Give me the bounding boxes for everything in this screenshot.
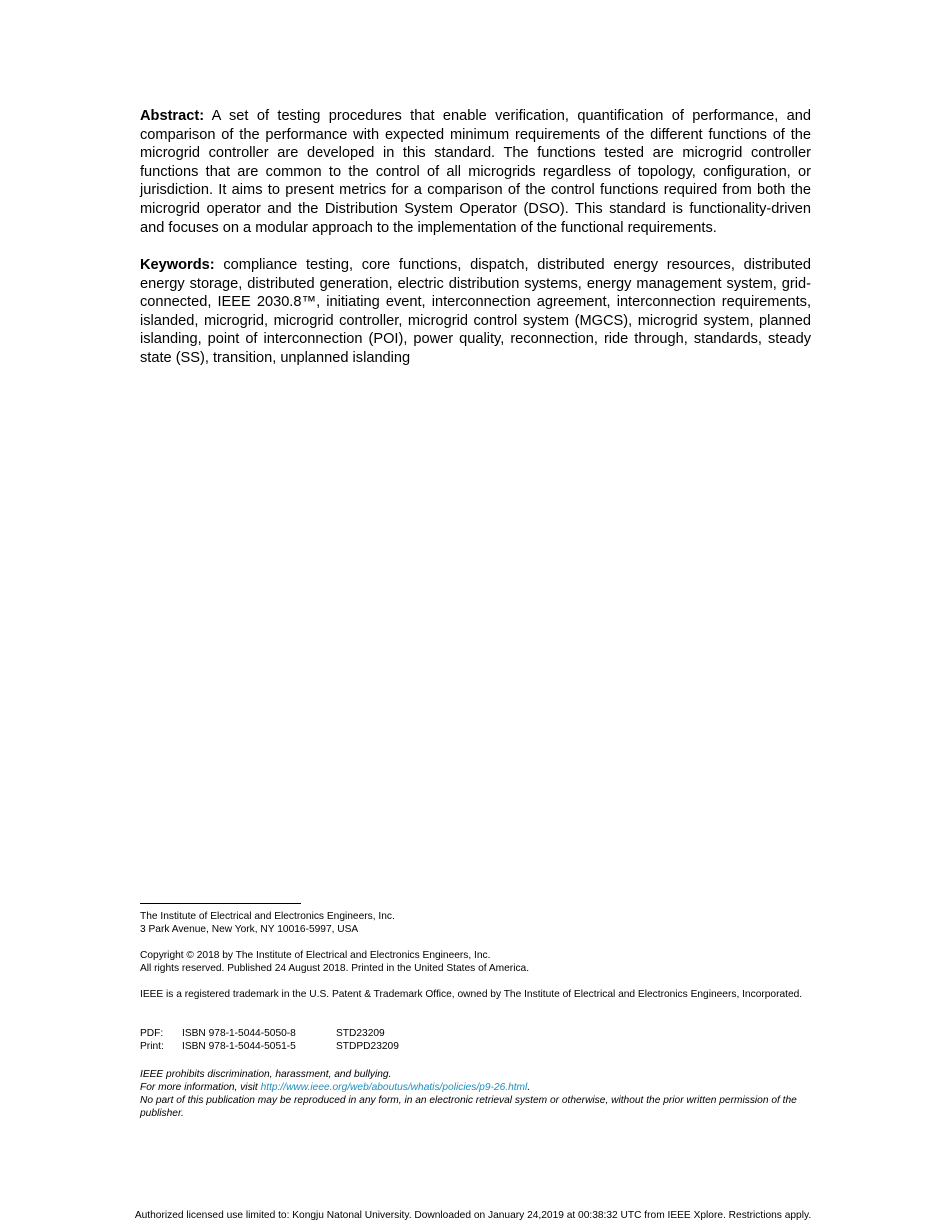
policy-statement: IEEE prohibits discrimination, harassment, and bullying. (140, 1069, 392, 1080)
copyright-line: Copyright © 2018 by The Institute of Electrical and Electronics Engineers, Inc. (140, 950, 491, 961)
reproduction-notice: No part of this publication may be reproduced in any form, in an electronic retrieval system or otherwise, without the prior written permission of the publisher. (140, 1095, 797, 1119)
policy-more-info-suffix: . (527, 1082, 531, 1093)
isbn-format: PDF: (140, 1028, 164, 1039)
license-notice: Authorized licensed use limited to: Kongju Natonal University. Downloaded on January 24,2019 at 00:38:32 UTC from IEEE Xplore. Restrictions apply. (134, 1210, 812, 1221)
isbn-format: Print: (140, 1041, 164, 1052)
isbn-number: ISBN 978-1-5044-5051-5 (182, 1041, 296, 1052)
publisher-name: The Institute of Electrical and Electronics Engineers, Inc. (140, 911, 395, 922)
keywords-text: compliance testing, core functions, dispatch, distributed energy resources, distributed energy storage, distributed generation, electric distribution systems, energy management system, grid-connected, IEEE 2030.8™, initiating event, interconnection agreement, interconnection requirements, islanded, microgrid, microgrid controller, microgrid control system (MGCS), microgrid system, planned islanding, point of interconnection (POI), power quality, reconnection, ride through, standards, steady state (SS), transition, unplanned islanding (140, 257, 811, 366)
rights-line: All rights reserved. Published 24 August 2018. Printed in the United States of America. (140, 963, 530, 974)
trademark-notice: IEEE is a registered trademark in the U.S. Patent & Trademark Office, owned by The Institute of Electrical and Electronics Engineers, Incorporated. (140, 989, 803, 1000)
abstract-paragraph (140, 107, 811, 237)
trademark-block (140, 988, 811, 1001)
isbn-block (140, 1027, 811, 1053)
abstract-label: Abstract: (140, 108, 205, 124)
isbn-row-print (140, 1040, 811, 1053)
keywords-section (140, 256, 811, 368)
isbn-row-pdf (140, 1027, 811, 1040)
policy-block (140, 1068, 811, 1120)
policy-more-info (140, 1081, 811, 1094)
publisher-address: 3 Park Avenue, New York, NY 10016-5997, USA (140, 924, 359, 935)
isbn-code: STD23209 (336, 1028, 385, 1039)
policy-link[interactable]: http://www.ieee.org/web/aboutus/whatis/policies/p9-26.html (260, 1082, 528, 1093)
keywords-label: Keywords: (140, 257, 215, 273)
abstract-section (140, 107, 811, 237)
isbn-number: ISBN 978-1-5044-5050-8 (182, 1028, 296, 1039)
footnote-divider (140, 903, 301, 904)
keywords-paragraph (140, 256, 811, 368)
policy-more-info-prefix: For more information, visit (140, 1082, 261, 1093)
publisher-block (140, 910, 811, 936)
isbn-code: STDPD23209 (336, 1041, 399, 1052)
copyright-block (140, 949, 811, 975)
abstract-text: A set of testing procedures that enable verification, quantification of performance, and comparison of the performance with expected minimum requirements of the different functions of the microgrid controller are developed in this standard. The functions tested are microgrid controller functions that are common to the control of all microgrids regardless of topology, configuration, or jurisdiction. It aims to present metrics for a comparison of the control functions required from both the microgrid operator and the Distribution System Operator (DSO). This standard is functionality-driven and focuses on a modular approach to the implementation of the functional requirements. (140, 108, 811, 236)
